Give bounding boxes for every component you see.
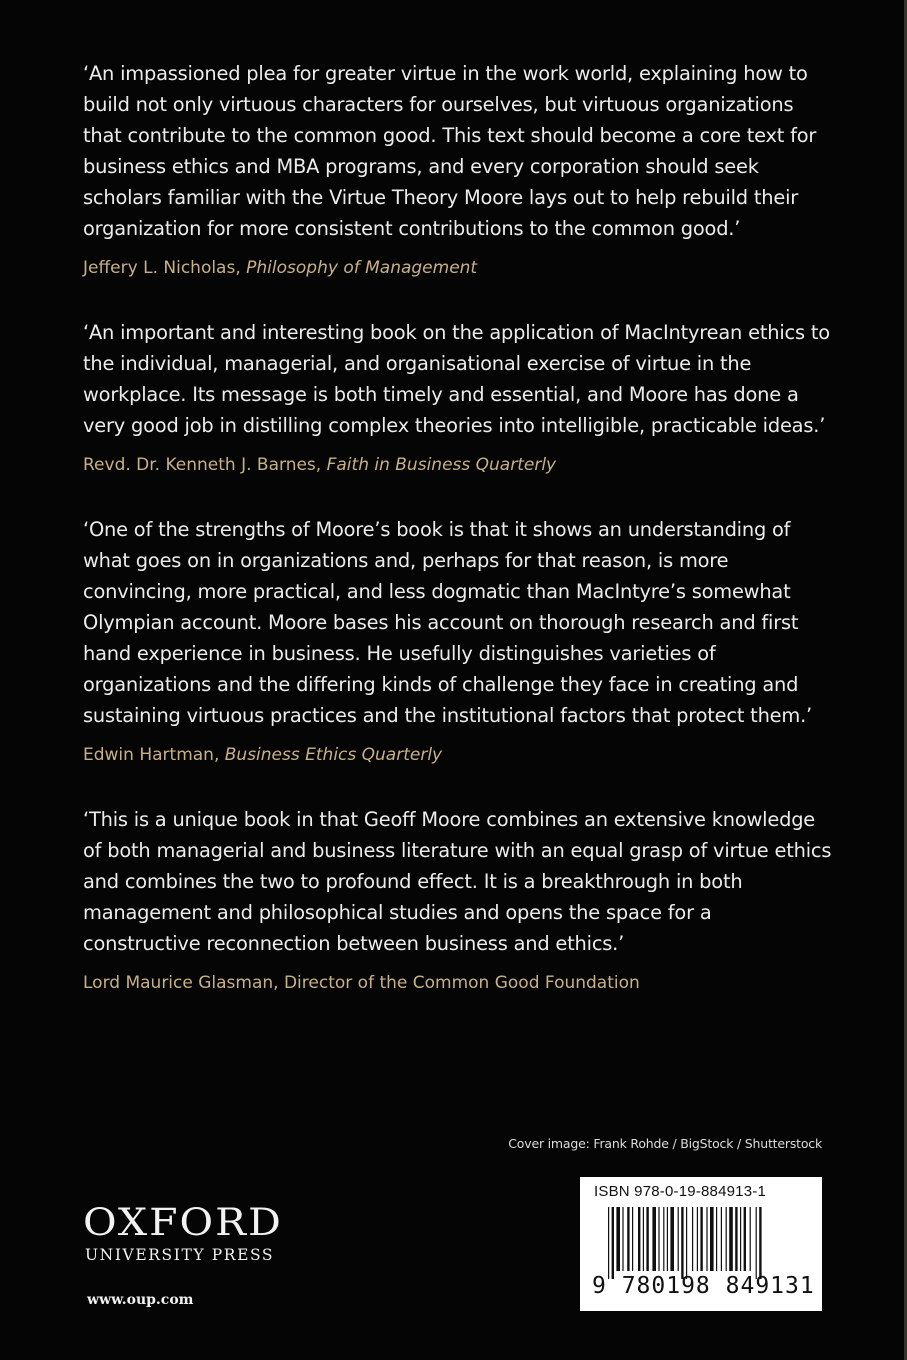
- barcode-bar: [670, 1207, 674, 1271]
- barcode-digits: 9 780198 849131: [592, 1273, 815, 1299]
- barcode-bar: [740, 1207, 741, 1271]
- barcode-bar: [721, 1207, 722, 1271]
- quote-author: Revd. Dr. Kenneth J. Barnes,: [83, 455, 327, 475]
- publisher-logo: [83, 1200, 293, 1264]
- quote-block: [83, 58, 833, 280]
- barcode-bar: [750, 1207, 751, 1271]
- quote-author: Jeffery L. Nicholas,: [83, 258, 247, 278]
- barcode-bar: [667, 1207, 668, 1271]
- barcode-bar: [706, 1207, 707, 1271]
- barcode-bar: [710, 1207, 714, 1271]
- barcode-bar: [729, 1207, 733, 1271]
- barcode-bar: [726, 1207, 727, 1271]
- barcode-bar: [608, 1207, 609, 1279]
- quote-block: [83, 804, 833, 995]
- barcode-bar: [735, 1207, 737, 1271]
- barcode-bar: [716, 1207, 717, 1271]
- barcode-bar: [697, 1207, 698, 1271]
- barcode-bar: [678, 1207, 679, 1271]
- isbn-barcode: [580, 1177, 822, 1311]
- barcode-bar: [744, 1207, 746, 1271]
- barcode-bar: [632, 1207, 633, 1271]
- quote-text: ‘An important and interesting book on the application of MacIntyrean ethics to the individual, managerial, and organisational exercise of virtue in the workplace. Its message is both timely and essential, and Moore has done a very good job in distilling complex theories into intelligible, practicable ideas.’: [83, 321, 830, 437]
- barcode-bar: [759, 1207, 761, 1279]
- barcode-bar: [658, 1207, 659, 1271]
- barcode-bar: [700, 1207, 702, 1271]
- review-quotes: [83, 58, 833, 1032]
- barcode-bar: [646, 1207, 648, 1271]
- cover-image-credit: Cover image: Frank Rohde / BigStock / Shutterstock: [508, 1136, 822, 1151]
- barcode-bar: [681, 1207, 683, 1279]
- barcode-bar: [756, 1207, 757, 1279]
- quote-attribution: [83, 256, 833, 280]
- quote-source: Faith in Business Quarterly: [326, 455, 557, 475]
- barcode-bar: [622, 1207, 623, 1271]
- quote-block: [83, 514, 833, 767]
- barcode-bar: [663, 1207, 664, 1271]
- quote-attribution: [83, 453, 833, 477]
- quote-attribution: [83, 743, 833, 767]
- barcode-bars: [608, 1207, 798, 1279]
- quote-source: Business Ethics Quarterly: [224, 745, 443, 765]
- publisher-name: OXFORD: [83, 1199, 283, 1245]
- publisher-url[interactable]: www.oup.com: [87, 1292, 194, 1308]
- barcode-bar: [612, 1207, 614, 1279]
- quote-text: ‘An impassioned plea for greater virtue in the work world, explaining how to build not only virtuous characters for ourselves, but virtuous organizations that contribute to the common good. This text should become a core text for business ethics and MBA programs, and every corporation should seek scholars familiar with the Virtue Theory Moore lays out to help rebuild their organization for more consistent contributions to the common good.’: [83, 62, 817, 240]
- quote-author: Lord Maurice Glasman, Director of the Common Good Foundation: [83, 973, 640, 993]
- barcode-bar: [692, 1207, 693, 1271]
- barcode-bar: [643, 1207, 644, 1271]
- barcode-bar: [616, 1207, 620, 1271]
- publisher-subtitle: UNIVERSITY PRESS: [85, 1246, 275, 1264]
- barcode-bar: [638, 1207, 640, 1271]
- quote-source: Philosophy of Management: [246, 258, 478, 278]
- quote-attribution: [83, 971, 833, 995]
- quote-text: ‘One of the strengths of Moore’s book is that it shows an understanding of what goes on in organizations and, perhaps for that reason, is more convincing, more practical, and less dogmatic than MacIntyre’s somewhat Olympian account. Moore bases his account on thorough research and first hand experience in business. He usefully distinguishes varieties of organizations and the differing kinds of challenge they face in creating and sustaining virtuous practices and the institutional factors that protect them.’: [83, 518, 813, 727]
- quote-block: [83, 317, 833, 477]
- barcode-bar: [627, 1207, 629, 1271]
- quote-text: ‘This is a unique book in that Geoff Moore combines an extensive knowledge of both managerial and business literature with an equal grasp of virtue ethics and combines the two to profound effect. It is a breakthrough in both management and philosophical studies and opens the space for a constructive reconnection between business and ethics.’: [83, 808, 832, 955]
- isbn-label: ISBN 978-0-19-884913-1: [594, 1183, 767, 1200]
- barcode-bar: [652, 1207, 656, 1271]
- quote-author: Edwin Hartman,: [83, 745, 225, 765]
- barcode-bar: [686, 1207, 687, 1279]
